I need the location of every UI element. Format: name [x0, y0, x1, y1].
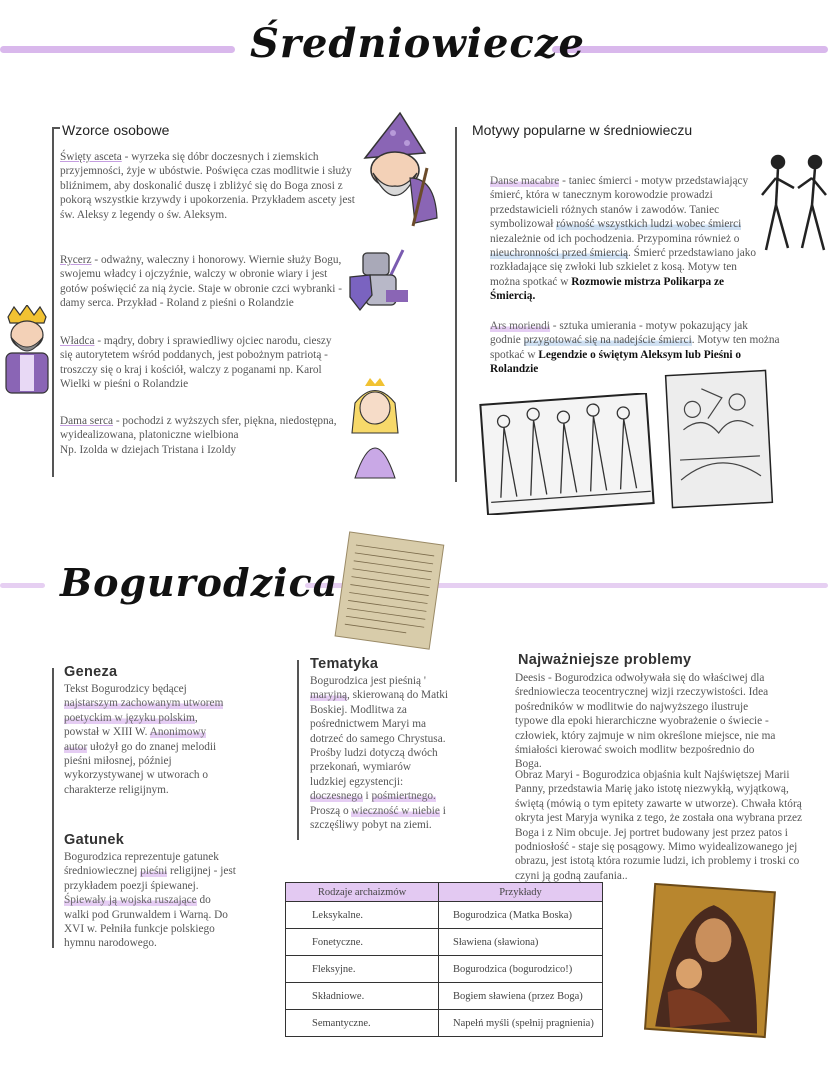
lady-illustration: [340, 378, 410, 486]
rycerz-text: Rycerz - odważny, waleczny i honorowy. Wiernie służy Bogu, swojemu władcy i ojczyźnie, walczy w obronie wiary i jest gotów poświęcić za nią życie. Staje w obronie czci wybranki - damy serca. Przykład - Roland z pieśni o Rolandzie: [60, 254, 343, 310]
dama-text: Dama serca - pochodzi z wyższych sfer, piękna, niedostępna, wyidealizowana, platoniczne wielbiona Np. Izolda w dziejach Tristana i Izoldy: [60, 415, 337, 456]
king-illustration: [0, 305, 55, 405]
geneza-text: Tekst Bogurodzicy będącej najstarszym zachowanym utworem poetyckim w języku polskim, powstał w XIII W. Anonimowy autor ułożył go do znanej melodii pieśni miłosnej, później wykorzystywanej w utworach o charakterze religijnym.: [64, 683, 224, 796]
tematyka-divider: [297, 660, 299, 840]
table-header-type: Rodzaje archaizmów: [286, 883, 439, 902]
table-row: Fonetyczne. Sławiena (sławiona): [286, 929, 603, 956]
ars-moriendi-term: Ars moriendi: [490, 320, 550, 332]
archaisms-table: [285, 882, 603, 1037]
title-bar-left: [0, 46, 235, 53]
section2-bar-left: [0, 583, 45, 588]
geneza-heading: Geneza: [64, 664, 118, 680]
gatunek-heading: Gatunek: [64, 832, 125, 848]
table-row: Semantyczne. Napełń myśli (spełnij pragnienia): [286, 1010, 603, 1037]
deesis-text: Deesis - Bogurodzica odwoływała się do właściwej dla średniowiecza teocentrycznej wizji rzeczywistości. Idea pośredników w modlitwie do najwyższego ilustruje typowe dla epoki hierarchiczne wyobrażenie o świecie - człowiek, który zajmuje w nim określone miejsce, nie ma śmiałości kierować swoich modlitw bezpośrednio do Boga.: [515, 672, 776, 771]
problemy-heading: Najważniejsze problemy: [518, 652, 692, 668]
title-bar-right: [552, 46, 828, 53]
skeletons-illustration: [760, 150, 828, 255]
table-row: Leksykalne. Bogurodzica (Matka Boska): [286, 902, 603, 929]
gatunek-text: Bogurodzica reprezentuje gatunek średniowiecznej pieśni religijnej - jest przykładem poezji śpiewanej. Śpiewały ją wojska ruszające do walki pod Grunwaldem i Warną. Do XVI w. Pełniła funkcje polskiego hymnu narodowego.: [64, 851, 236, 950]
wzorce-divider: [52, 127, 54, 477]
ars-moriendi-engraving: [664, 368, 774, 510]
ascetic-illustration: [355, 108, 450, 233]
ars-moriendi-text: Ars moriendi - sztuka umierania - motyw pokazujący jak godnie przygotować się na nadejście śmierci. Motyw ten można spotkać w Legendzie o świętym Aleksym lub Pieśni o Rolandzie: [490, 320, 780, 376]
wladca-term: Władca: [60, 335, 95, 347]
danse-macabre-text: Danse macabre - taniec śmierci - motyw przedstawiający śmierć, która w tanecznym korowodzie prowadzi przedstawicieli różnych stanów i zawodów. Taniec symbolizował równość wszystkich ludzi wobec śmierci niezależnie od ich pochodzenia. Przypomina również o nieuchronności przed śmiercią. Śmierć przedstawiano jako rozkładające się zwłoki lub szkielet z kosą. Motyw ten można spotkać w Rozmowie mistrza Polikarpa ze Śmiercią.: [490, 175, 757, 303]
dance-of-death-engraving: [478, 393, 656, 515]
table-header-examples: Przykłady: [439, 883, 603, 902]
geneza-divider: [52, 668, 54, 948]
wzorce-heading: Wzorce osobowe: [62, 122, 170, 138]
tematyka-text: Bogurodzica jest pieśnią ' maryjną, skierowaną do Matki Boskiej. Modlitwa za pośrednictwem Maryi ma dotrzeć do samego Chrystusa. Prośby ludzi dotyczą dwóch przekonań, wymiarów ludzkiej egzystencji: doczesnego i pośmiertnego. Proszą o wieczność w niebie i szczęśliwy pobyt na ziemi.: [310, 675, 449, 832]
danse-macabre-term: Danse macabre: [490, 175, 560, 187]
section2-title: Bogurodzica: [60, 560, 339, 605]
table-header-row: [286, 883, 603, 902]
asceta-term: Święty asceta: [60, 151, 122, 163]
knight-illustration: [348, 245, 413, 320]
manuscript-image: [332, 530, 447, 650]
rycerz-term: Rycerz: [60, 254, 92, 266]
column-divider: [455, 127, 457, 482]
table-row: Fleksyjne. Bogurodzica (bogurodzico!): [286, 956, 603, 983]
table-row: Składniowe. Bogiem sławiena (przez Boga): [286, 983, 603, 1010]
page-title: Średniowiecze: [250, 20, 585, 67]
wladca-text: Władca - mądry, dobry i sprawiedliwy ojciec narodu, cieszy się autorytetem wśród poddanych, jest pobożnym patriotą - troszczy się o kraj i kościół, walczy z poganami np. Karol Wielki w pieśni o Rolandzie: [60, 335, 332, 391]
asceta-text: Święty asceta - wyrzeka się dóbr doczesnych i ziemskich przyjemności, żyje w ubóstwie. Poświęca czas modlitwie i służy bliźnimem, aby doskonalić duszę i zbliżyć się do Boga znosi z pokorą wszystkie krzywdy i upokorzenia. Przykładem ascety jest św. Aleksy z legendy o św. Aleksym.: [60, 151, 355, 221]
madonna-icon-painting: [640, 880, 780, 1040]
motywy-heading: Motywy popularne w średniowieczu: [472, 122, 693, 138]
dama-term: Dama serca: [60, 415, 113, 427]
tematyka-heading: Tematyka: [310, 656, 379, 672]
obraz-maryi-text: Obraz Maryi - Bogurodzica objaśnia kult Najświętszej Marii Panny, przedstawia Marię jako istotę niezwykłą, wyjątkową, świętą (mówią o tym epitety zawarte w utworze). Chwała którą okryta jest Maryja wynika z tego, że została ona wybrana przez Boga i z Nim obcuje. Jej portret budowany jest przez patos i podniosłość - staje się posągowy. Mimo wyidealizowanego jej obrazu, jest istotą która rozumie ludzi, ich problemy i troski co czyni ją godną zaufania..: [515, 769, 803, 882]
